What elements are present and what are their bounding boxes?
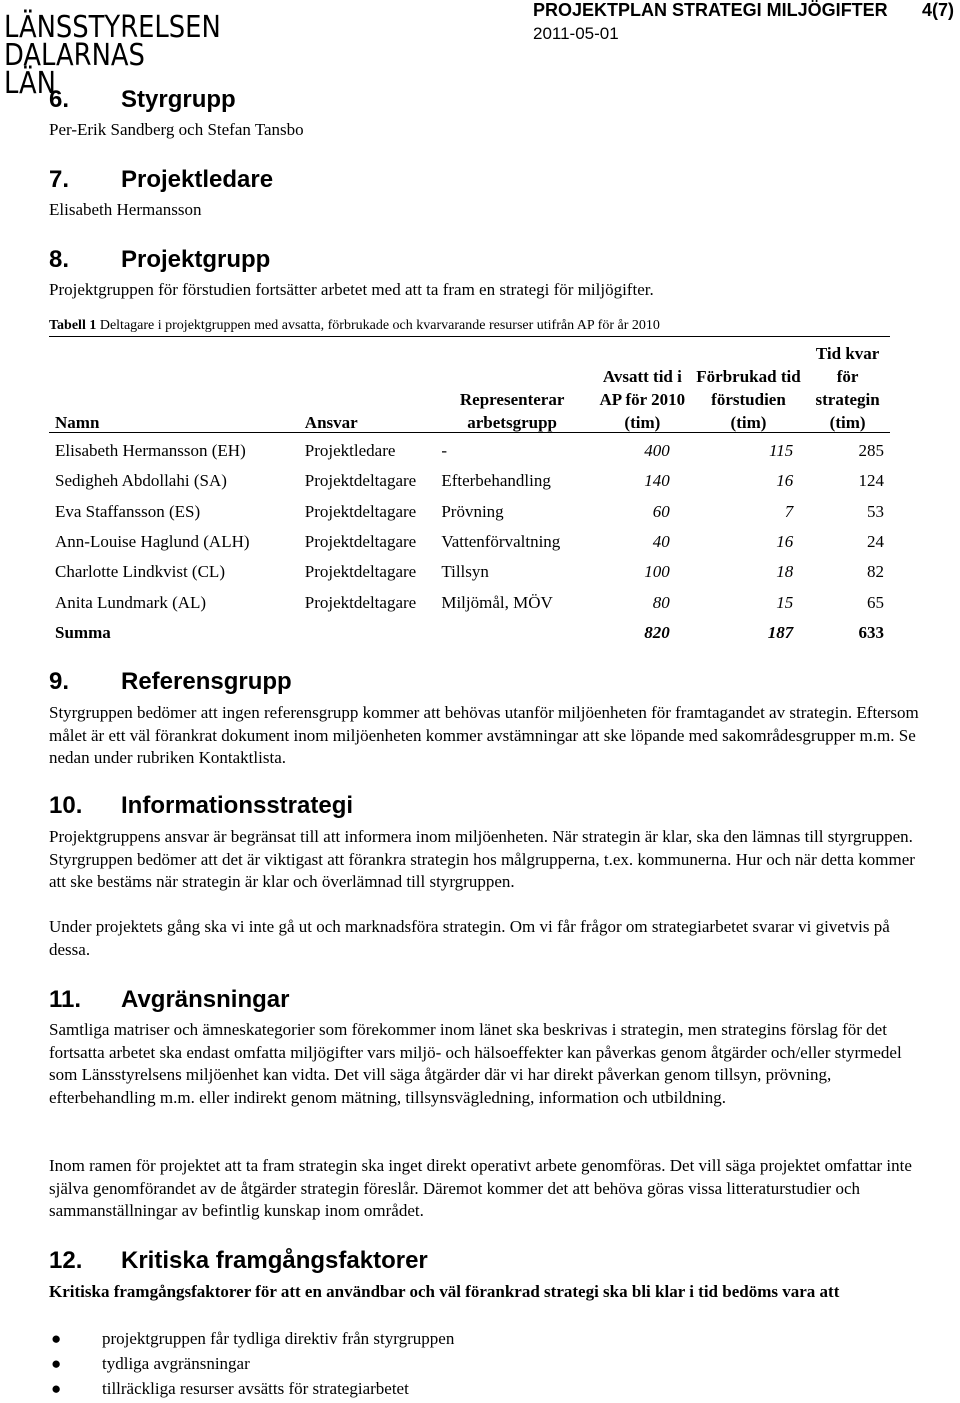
table-row xyxy=(49,527,890,557)
table-cell: 400 xyxy=(644,441,670,461)
table-row xyxy=(49,587,890,617)
text-avgransningar-1: Samtliga matriser och ämneskategorier som förekommer inom länet ska beskrivas i strategin, men strategins förslag för det fortsatta arbetet ska endast omfatta miljögifter vars miljö- och hälsoeffekter kan påverkas genom åtgärder och/eller styrmedel som Länsstyrelsens miljöenhet kan vidta. Det vill säga åtgärder där vi har direkt påverkan genom tillsyn, prövning, efterbehandling m.m. eller indirekt genom mätning, tillsynsvägledning, information och utbildning. xyxy=(49,1020,902,1107)
table-cell: 7 xyxy=(784,501,794,521)
table-cell: 100 xyxy=(644,562,670,582)
table-cell: 16 xyxy=(776,532,794,552)
table-cell: Anita Lundmark (AL) xyxy=(55,592,207,612)
table-cell: 16 xyxy=(776,471,794,491)
col-header-forbrukad: Förbrukad tid förstudien (tim) xyxy=(696,367,801,432)
table-row xyxy=(49,497,890,527)
document-date: 2011-05-01 xyxy=(533,24,619,43)
text-informationsstrategi-1: Projektgruppens ansvar är begränsat till att informera inom miljöenheten. När strategin är klar, ska den lämnas till styrgruppen. Styrgruppen bedömer att det är viktigast att förankra strategin hos målgrupperna, t.ex. kommunerna. Hur och när detta kommer att ske bestäms när strategin är klar och överlämnad till styrgruppen. xyxy=(49,827,915,891)
table-cell: Projektdeltagare xyxy=(304,471,417,491)
text-kritiska-lead: Kritiska framgångsfaktorer för att en användbar och väl förankrad strategi ska bli klar i tid bedöms vara att xyxy=(49,1282,840,1301)
table-cell: 80 xyxy=(652,592,670,612)
text-styrgrupp: Per-Erik Sandberg och Stefan Tansbo xyxy=(49,120,304,139)
table-cell: 115 xyxy=(768,441,794,461)
table-cell: Projektdeltagare xyxy=(304,592,417,612)
table-cell: 18 xyxy=(776,562,794,582)
table-cell xyxy=(441,618,593,648)
table-cell: Ann-Louise Haglund (ALH) xyxy=(55,532,250,552)
text-referensgrupp: Styrgruppen bedömer att ingen referensgrupp kommer att behövas utanför miljöenheten för framtagandet av strategin. Eftersom målet är ett väl förankrat dokument inom miljöenheten kommer avstämningar att ske löpande med sakområdesgrupper m.m. Se nedan under rubriken Kontaktlista. xyxy=(49,703,919,767)
table-row xyxy=(49,466,890,496)
col-header-avsatt: Avsatt tid i AP för 2010 (tim) xyxy=(599,367,686,432)
table-cell: 187 xyxy=(767,622,794,642)
logo-line-2: DALARNAS LÄN xyxy=(4,38,145,101)
document-title: PROJEKTPLAN STRATEGI MILJÖGIFTER xyxy=(533,0,888,20)
table-cell: 53 xyxy=(867,501,884,521)
table-cell: 124 xyxy=(858,471,884,491)
list-item: ● tydliga avgränsningar xyxy=(49,1351,454,1376)
table-header-row xyxy=(49,338,890,436)
page-number: 4(7) xyxy=(921,0,954,20)
table-header-rule xyxy=(49,432,890,433)
table-cell: Projektdeltagare xyxy=(304,532,417,552)
table-cell: 82 xyxy=(867,562,884,582)
table-cell: Miljömål, MÖV xyxy=(441,592,553,612)
heading-avgransningar: 11. Avgränsningar xyxy=(49,986,290,1013)
table-caption: Tabell 1 Deltagare i projektgruppen med avsatta, förbrukade och kvarvarande resurser utifrån AP för år 2010 xyxy=(49,318,660,333)
table-cell: Prövning xyxy=(441,501,504,521)
table-cell xyxy=(305,618,442,648)
table-cell: Summa xyxy=(55,622,111,642)
text-projektgrupp: Projektgruppen för förstudien fortsätter arbetet med att ta fram en strategi för miljögifter. xyxy=(49,280,654,299)
table-cell: 140 xyxy=(644,471,670,491)
heading-styrgrupp: 6. Styrgrupp xyxy=(49,86,236,113)
table-cell: Projektdeltagare xyxy=(304,562,417,582)
heading-informationsstrategi: 10. Informationsstrategi xyxy=(49,792,354,819)
table-cell: Vattenförvaltning xyxy=(441,532,561,552)
table-cell: Tillsyn xyxy=(441,562,489,582)
table-cell: Elisabeth Hermansson (EH) xyxy=(55,441,246,461)
logo-line-1: LÄNSSTYRELSEN xyxy=(4,10,221,45)
bullet-icon: ● xyxy=(51,1329,62,1348)
table-cell: 24 xyxy=(867,532,884,552)
bullet-icon: ● xyxy=(51,1379,62,1398)
list-item: ● tillräckliga resurser avsätts för strategiarbetet xyxy=(49,1376,454,1401)
text-avgransningar-2: Inom ramen för projektet att ta fram strategin ska inget direkt operativt arbete genomföras. Det vill säga projektet omfattar inte själva genomförandet av de åtgärder strategin föreslår. Däremot kommer det att behöva göras vissa litteraturstudier och sammanställningar av befintlig kunskap inom området. xyxy=(49,1156,912,1220)
table-cell: - xyxy=(441,441,447,461)
table-row xyxy=(49,436,890,466)
col-header-namn: Namn xyxy=(55,413,100,432)
table-cell: Eva Staffansson (ES) xyxy=(55,501,201,521)
heading-projektgrupp: 8. Projektgrupp xyxy=(49,246,271,273)
table-cell: Projektdeltagare xyxy=(304,501,417,521)
table-cell: Sedigheh Abdollahi (SA) xyxy=(55,471,227,491)
table-cell: 60 xyxy=(652,501,670,521)
bullet-icon: ● xyxy=(51,1354,62,1373)
table-cell: 285 xyxy=(858,441,884,461)
table-cell: 65 xyxy=(867,592,884,612)
resource-table xyxy=(49,338,890,648)
table-cell: Efterbehandling xyxy=(441,471,551,491)
table-cell: 40 xyxy=(652,532,670,552)
col-header-kvar: Tid kvar för strategin (tim) xyxy=(815,344,880,432)
table-top-rule xyxy=(49,336,890,337)
table-cell: Projektledare xyxy=(304,441,396,461)
text-informationsstrategi-2: Under projektets gång ska vi inte gå ut och marknadsföra strategin. Om vi får frågor om strategiarbetet svarar vi givetvis på dessa. xyxy=(49,917,890,959)
col-header-representerar: Representerar arbetsgrupp xyxy=(459,390,565,432)
table-cell: Charlotte Lindkvist (CL) xyxy=(55,562,225,582)
list-item: ● projektgruppen får tydliga direktiv från styrgruppen xyxy=(49,1326,454,1351)
table-cell: 15 xyxy=(776,592,794,612)
table-total-row xyxy=(49,618,890,648)
table-cell: 820 xyxy=(644,622,670,642)
col-header-ansvar: Ansvar xyxy=(304,413,358,432)
heading-projektledare: 7. Projektledare xyxy=(49,166,274,193)
heading-referensgrupp: 9. Referensgrupp xyxy=(49,668,292,695)
table-cell: 633 xyxy=(858,622,884,642)
table-row xyxy=(49,557,890,587)
text-projektledare: Elisabeth Hermansson xyxy=(49,200,202,219)
success-factor-list xyxy=(49,1326,454,1401)
heading-kritiska-faktorer: 12. Kritiska framgångsfaktorer xyxy=(49,1247,428,1274)
